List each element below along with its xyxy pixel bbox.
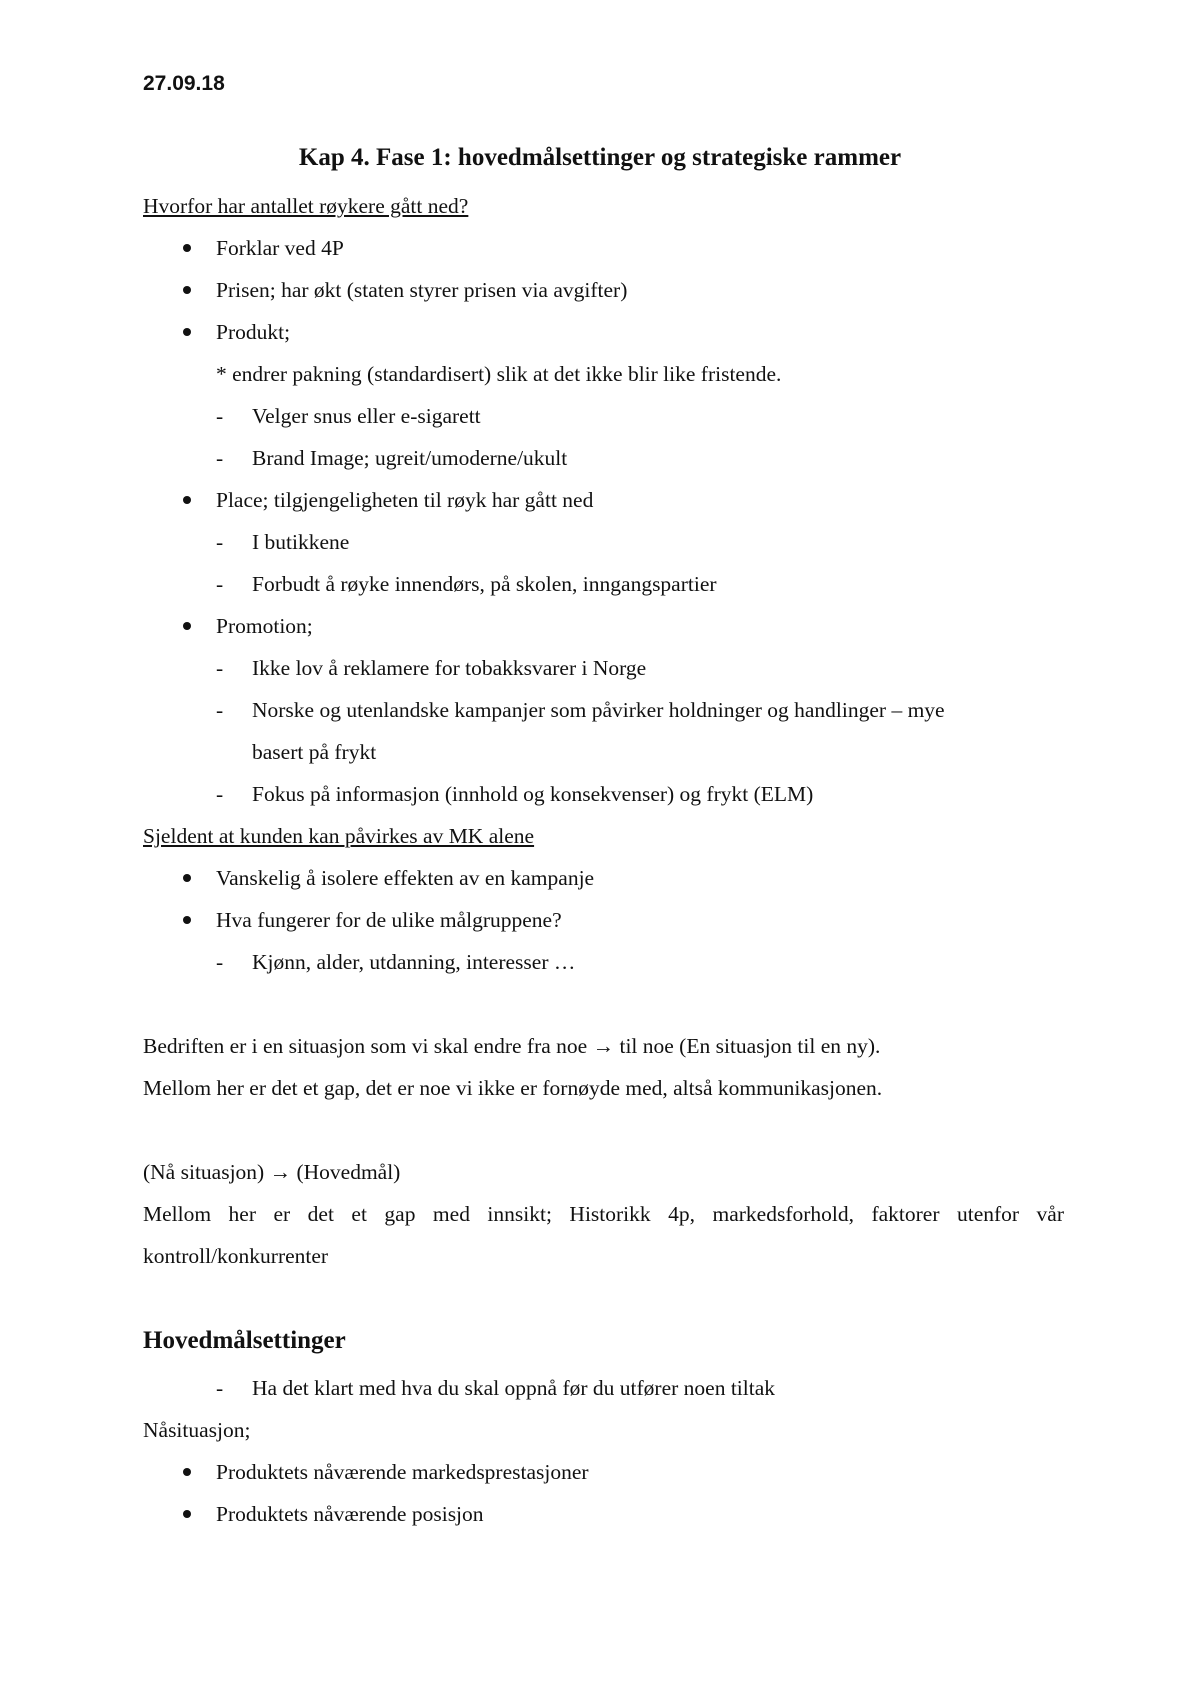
paragraph-text: Bedriften er i en situasjon som vi skal endre fra noe (143, 1034, 588, 1058)
bullet-icon (183, 622, 191, 630)
bullet-icon (183, 244, 191, 252)
list-item: Promotion; (216, 614, 313, 638)
list-item: Prisen; har økt (staten styrer prisen via avgifter) (216, 278, 628, 302)
paragraph-text: til noe (En situasjon til en ny). (619, 1034, 881, 1058)
paragraph-line-justified: Mellom her er det et gap med innsikt; Historikk 4p, markedsforhold, faktorer utenfor vår (143, 1202, 1064, 1226)
section-heading-goals: Hovedmålsettinger (143, 1327, 346, 1354)
sub-list-item: Velger snus eller e-sigarett (252, 404, 481, 428)
paragraph-line: Mellom her er det et gap, det er noe vi ikke er fornøyde med, altså kommunikasjonen. (143, 1076, 883, 1100)
sub-list-item: Ha det klart med hva du skal oppnå før du utfører noen tiltak (252, 1376, 776, 1400)
dash-marker: - (216, 446, 224, 470)
bullet-icon (183, 1510, 191, 1518)
bullet-icon (183, 496, 191, 504)
dash-marker: - (216, 530, 224, 554)
sub-list-item-continuation: basert på frykt (252, 740, 377, 764)
sub-list-item: Forbudt å røyke innendørs, på skolen, inngangspartier (252, 572, 717, 596)
dash-marker: - (216, 656, 224, 680)
document-title: Kap 4. Fase 1: hovedmålsettinger og strategiske rammer (298, 144, 902, 171)
document-date: 27.09.18 (143, 72, 225, 95)
sub-list-item: Brand Image; ugreit/umoderne/ukult (252, 446, 568, 470)
dash-marker: - (216, 404, 224, 428)
paragraph-text: (Hovedmål) (296, 1160, 401, 1184)
section-heading-smokers: Hvorfor har antallet røykere gått ned? (143, 194, 469, 218)
list-item: Hva fungerer for de ulike målgruppene? (216, 908, 562, 932)
dash-marker: - (216, 698, 224, 722)
list-item: Vanskelig å isolere effekten av en kampanje (216, 866, 595, 890)
paragraph-text: (Nå situasjon) (143, 1160, 265, 1184)
bullet-icon (183, 328, 191, 336)
section-heading-mk: Sjeldent at kunden kan påvirkes av MK alene (143, 824, 535, 848)
note-text: * endrer pakning (standardisert) slik at det ikke blir like fristende. (216, 362, 782, 386)
dash-marker: - (216, 950, 224, 974)
list-item: Produkt; (216, 320, 291, 344)
dash-marker: - (216, 572, 224, 596)
list-item: Produktets nåværende posisjon (216, 1502, 484, 1526)
dash-marker: - (216, 1376, 224, 1400)
sub-list-item: Fokus på informasjon (innhold og konsekvenser) og frykt (ELM) (252, 782, 814, 806)
dash-marker: - (216, 782, 224, 806)
paragraph-line (143, 1032, 880, 1060)
sub-list-item: Ikke lov å reklamere for tobakksvarer i Norge (252, 656, 647, 680)
list-item: Place; tilgjengeligheten til røyk har gått ned (216, 488, 594, 512)
paragraph-line: kontroll/konkurrenter (143, 1244, 329, 1268)
sub-list-item: Norske og utenlandske kampanjer som påvirker holdninger og handlinger – mye (252, 698, 945, 722)
paragraph-line (143, 1158, 400, 1186)
list-item: Forklar ved 4P (216, 236, 344, 260)
sub-list-item: Kjønn, alder, utdanning, interesser … (252, 950, 576, 974)
bullet-icon (183, 286, 191, 294)
bullet-icon (183, 1468, 191, 1476)
bullet-icon (183, 916, 191, 924)
arrow-right-icon: → (269, 1160, 292, 1184)
sub-list-item: I butikkene (252, 530, 350, 554)
bullet-icon (183, 874, 191, 882)
sub-heading: Nåsituasjon; (143, 1418, 251, 1442)
arrow-right-icon: → (592, 1034, 615, 1058)
list-item: Produktets nåværende markedsprestasjoner (216, 1460, 589, 1484)
